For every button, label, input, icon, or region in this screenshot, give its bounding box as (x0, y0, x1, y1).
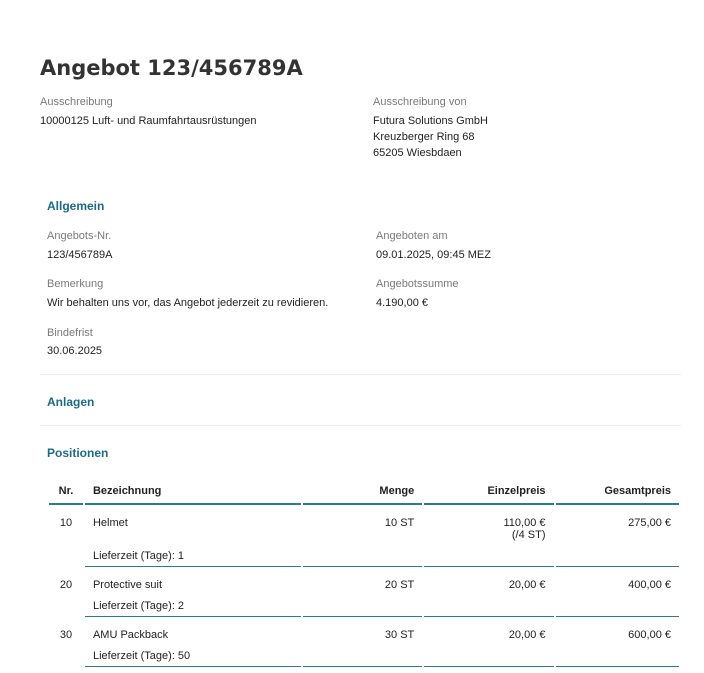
offered-on-label: Angeboten am (376, 230, 448, 242)
section-general-heading: Allgemein (47, 199, 105, 213)
cell-empty (49, 541, 83, 567)
table-row-detail (49, 591, 679, 617)
position-nr: 20 (59, 579, 73, 591)
cell-empty (49, 591, 83, 617)
cell-empty (303, 641, 422, 667)
position-quantity: 10 ST (384, 517, 415, 529)
issuer-name: Futura Solutions GmbH (373, 115, 488, 127)
remark-label: Bemerkung (47, 278, 104, 290)
cell-empty (49, 641, 83, 667)
cell-empty (303, 591, 422, 617)
position-total: 275,00 € (628, 517, 671, 529)
position-nr: 10 (59, 517, 73, 529)
position-total: 600,00 € (628, 629, 671, 641)
page-title: Angebot 123/456789A (40, 56, 303, 80)
cell-empty (303, 541, 422, 567)
deadline-label: Bindefrist (47, 327, 93, 339)
remark-value: Wir behalten uns vor, das Angebot jederzeit zu revidieren. (47, 297, 329, 309)
issuer-city: 65205 Wiesbdaen (373, 147, 462, 159)
issuer-address (373, 113, 488, 161)
cell-empty (556, 541, 679, 567)
table-header-row (49, 479, 679, 505)
unit-price-value: 110,00 € (503, 517, 546, 529)
offer-no-value: 123/456789A (47, 249, 113, 261)
tender-label: Ausschreibung (40, 96, 113, 108)
column-header-total: Gesamtpreis (556, 479, 679, 505)
issuer-street: Kreuzberger Ring 68 (373, 131, 475, 143)
table-row-detail (49, 641, 679, 667)
position-quantity: 20 ST (384, 579, 415, 591)
section-positions-heading: Positionen (47, 446, 109, 460)
position-quantity: 30 ST (384, 629, 415, 641)
column-header-unit-price: Einzelpreis (424, 479, 553, 505)
cell-empty (424, 591, 553, 617)
position-name: Helmet (92, 517, 128, 529)
position-delivery-time: Lieferzeit (Tage): 1 (85, 541, 301, 567)
position-delivery-time: Lieferzeit (Tage): 2 (85, 591, 301, 617)
offered-on-value: 09.01.2025, 09:45 MEZ (376, 249, 491, 261)
position-unit-price: 20,00 € (508, 579, 546, 591)
deadline-value: 30.06.2025 (47, 345, 103, 357)
table-row-detail (49, 541, 679, 567)
offer-no-label: Angebots-Nr. (47, 230, 112, 242)
divider (40, 425, 681, 426)
divider (40, 374, 681, 375)
cell-empty (424, 641, 553, 667)
position-total: 400,00 € (628, 579, 671, 591)
column-header-nr: Nr. (49, 479, 83, 505)
position-name: Protective suit (92, 579, 163, 591)
positions-table (47, 479, 681, 667)
position-name: AMU Packback (92, 629, 169, 641)
table-row (49, 617, 679, 641)
column-header-name: Bezeichnung (85, 479, 301, 505)
position-unit-price: 20,00 € (508, 629, 546, 641)
section-attachments-heading: Anlagen (47, 395, 95, 409)
issuer-label: Ausschreibung von (373, 96, 467, 108)
cell-empty (556, 641, 679, 667)
table-row (49, 567, 679, 591)
column-header-quantity: Menge (303, 479, 422, 505)
position-delivery-time: Lieferzeit (Tage): 50 (85, 641, 301, 667)
unit-price-note: (/4 ST) (511, 529, 546, 541)
cell-empty (556, 591, 679, 617)
position-nr: 30 (59, 629, 73, 641)
offer-sum-value: 4.190,00 € (376, 297, 428, 309)
position-unit-price (424, 505, 553, 541)
table-row (49, 505, 679, 541)
offer-sum-label: Angebotssumme (376, 278, 459, 290)
tender-value: 10000125 Luft- und Raumfahrtausrüstungen (40, 115, 257, 127)
cell-empty (424, 541, 553, 567)
